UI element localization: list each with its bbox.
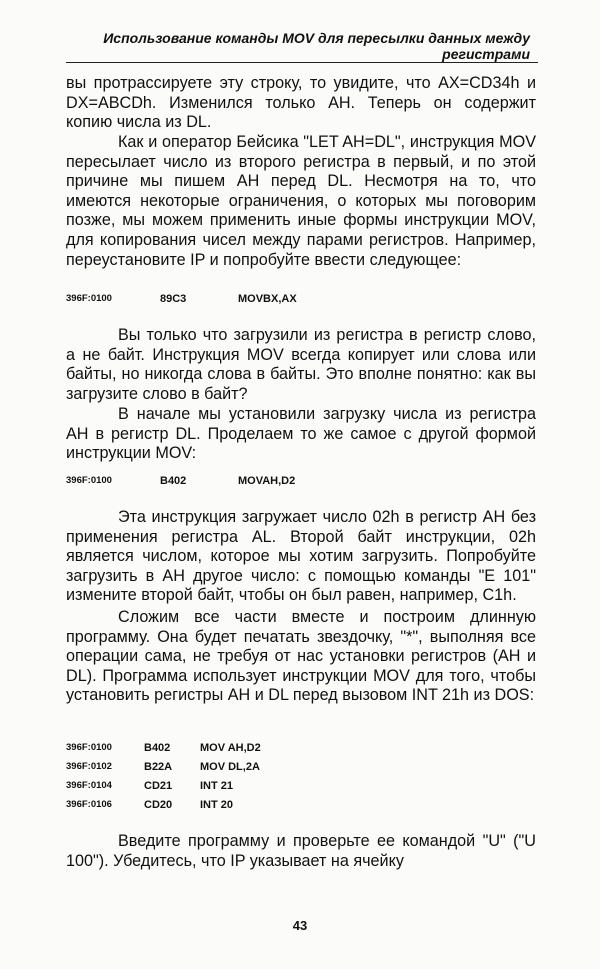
code-address: 396F:0106 bbox=[66, 799, 112, 810]
listing-row bbox=[66, 799, 366, 815]
code-hex: B402 bbox=[160, 475, 187, 487]
listing-row bbox=[66, 761, 366, 777]
code-asm: MOV DL,2A bbox=[200, 761, 260, 773]
listing-row bbox=[66, 780, 366, 796]
code-asm: MOV AH,D2 bbox=[200, 742, 261, 754]
header-line-2: регистрами bbox=[442, 46, 530, 62]
code-asm: MOVAH,D2 bbox=[238, 475, 296, 487]
code-asm: INT 21 bbox=[200, 780, 234, 792]
code-address: 396F:0100 bbox=[66, 742, 112, 753]
paragraph-4: В начале мы установили загрузку числа из регистра AH в регистр DL. Проделаем то же самое с другой формой инструкции MOV: bbox=[66, 405, 536, 463]
code-hex: CD21 bbox=[144, 780, 173, 792]
header-rule bbox=[66, 62, 538, 63]
paragraph-6: Сложим все части вместе и построим длинную программу. Она будет печатать звездочку, "*", выполняя все операции сама, не требуя от нас установки регистров (AH и DL). Программа использует инструкции MOV для того, чтобы установить регистры AH и DL перед вызовом INT 21h из DOS: bbox=[66, 608, 536, 705]
running-header bbox=[90, 30, 530, 62]
code-hex: 89C3 bbox=[160, 293, 187, 305]
paragraph-3: Вы только что загрузили из регистра в регистр слово, а не байт. Инструкция MOV всегда копирует или слова или байты, но никогда слова в байты. Это вполне понятно: как вы загрузите слово в байт? bbox=[66, 326, 536, 403]
code-address: 396F:0100 bbox=[66, 293, 112, 304]
code-hex: B402 bbox=[144, 742, 171, 754]
page-number: 43 bbox=[292, 918, 308, 933]
paragraph-1: вы протрассируете эту строку, то увидите, что AX=CD34h и DX=ABCDh. Изменился только AH. Теперь он содержит копию числа из DL. bbox=[66, 74, 536, 132]
paragraph-5: Эта инструкция загружает число 02h в регистр AH без применения регистра AL. Второй байт инструкции, 02h является числом, которое мы хотим загрузить. Попробуйте загрузить в AH другое число: с помощью команды "E 101" измените второй байт, чтобы он был равен, например, C1h. bbox=[66, 508, 536, 605]
header-line-1: Использование команды MOV для пересылки данных между bbox=[103, 30, 530, 46]
code-address: 396F:0102 bbox=[66, 761, 112, 772]
code-address: 396F:0104 bbox=[66, 780, 112, 791]
code-asm: MOVBX,AX bbox=[238, 293, 297, 305]
listing-row bbox=[66, 742, 366, 758]
code-hex: B22A bbox=[144, 761, 173, 773]
code-asm: INT 20 bbox=[200, 799, 234, 811]
code-address: 396F:0100 bbox=[66, 475, 112, 486]
paragraph-2: Как и оператор Бейсика "LET AH=DL", инструкция MOV пересылает число из второго регистра в первый, и по этой причине мы пишем AH перед DL. Несмотря на то, что имеются некоторые ограничения, о которых мы поговорим позже, мы можем применить иные формы инструкции MOV, для копирования чисел между парами регистров. Например, переустановите IP и попробуйте ввести следующее: bbox=[66, 133, 536, 269]
paragraph-7: Введите программу и проверьте ее командой "U" ("U 100"). Убедитесь, что IP указывает на ячейку bbox=[66, 832, 536, 870]
code-hex: CD20 bbox=[144, 799, 173, 811]
